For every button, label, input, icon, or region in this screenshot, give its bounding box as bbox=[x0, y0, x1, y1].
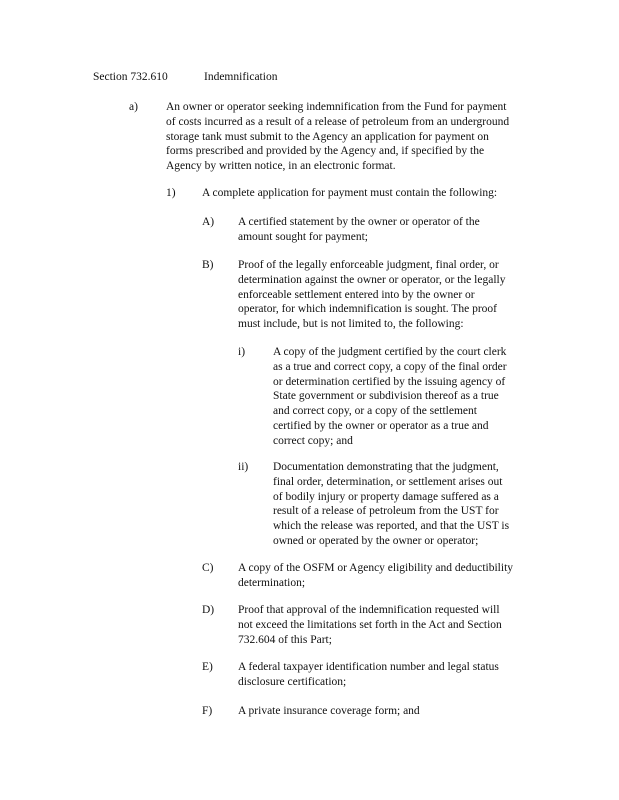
text-line: of bodily injury or property damage suffered as a bbox=[273, 490, 499, 503]
item-ii-label: ii) bbox=[238, 461, 249, 473]
item-E-label: E) bbox=[202, 661, 213, 673]
text-line: as a true and correct copy, a copy of the final order bbox=[273, 360, 507, 373]
text-line: Proof of the legally enforceable judgment, final order, or bbox=[238, 259, 499, 271]
text-line: Documentation demonstrating that the judgment, bbox=[273, 461, 499, 473]
text-line: State government or subdivision thereof as a true bbox=[273, 390, 499, 403]
item-i-label: i) bbox=[238, 346, 246, 358]
text-line: not exceed the limitations set forth in the Act and Section bbox=[238, 618, 502, 631]
text-line: Agency by written notice, in an electronic format. bbox=[166, 160, 396, 173]
item-B-label: B) bbox=[202, 259, 214, 271]
subsection-a-text bbox=[166, 100, 509, 174]
text-line: A private insurance coverage form; and bbox=[238, 705, 420, 717]
text-line: A complete application for payment must contain the following: bbox=[202, 187, 498, 199]
text-line: correct copy; and bbox=[273, 434, 353, 447]
item-A-label: A) bbox=[202, 216, 215, 228]
text-line: which the release was reported, and that the UST is bbox=[273, 520, 510, 533]
item-1-text bbox=[202, 186, 497, 201]
item-ii-text bbox=[273, 460, 509, 549]
text-line: certified by the owner or operator as a true and bbox=[273, 419, 489, 432]
item-C-label: C) bbox=[202, 562, 214, 574]
item-C-text bbox=[238, 561, 513, 591]
text-line: storage tank must submit to the Agency an application for payment on bbox=[166, 130, 489, 143]
item-1-label: 1) bbox=[166, 187, 176, 199]
text-line: operator, for which indemnification is sought. The proof bbox=[238, 303, 497, 316]
text-line: enforceable settlement entered into by the owner or bbox=[238, 288, 475, 301]
text-line: or determination certified by the issuing agency of bbox=[273, 375, 506, 388]
text-line: must include, but is not limited to, the following: bbox=[238, 318, 464, 331]
text-line: disclosure certification; bbox=[238, 675, 347, 688]
item-D-label: D) bbox=[202, 604, 215, 616]
section-title: Indemnification bbox=[204, 71, 278, 83]
text-line: An owner or operator seeking indemnification from the Fund for payment bbox=[166, 101, 507, 113]
text-line: and correct copy, or a copy of the settlement bbox=[273, 405, 477, 418]
text-line: A federal taxpayer identification number and legal status bbox=[238, 661, 499, 673]
text-line: determination against the owner or operator, or the legally bbox=[238, 273, 506, 286]
section-number: Section 732.610 bbox=[93, 71, 168, 83]
item-F-label: F) bbox=[202, 705, 213, 717]
text-line: owned or operated by the owner or operator; bbox=[273, 534, 479, 547]
item-A-text bbox=[238, 215, 480, 245]
text-line: result of a release of petroleum from the UST for bbox=[273, 505, 499, 518]
text-line: A copy of the judgment certified by the court clerk bbox=[273, 346, 507, 358]
text-line: of costs incurred as a result of a release of petroleum from an underground bbox=[166, 115, 510, 128]
text-line: Proof that approval of the indemnification requested will bbox=[238, 604, 500, 616]
text-line: forms prescribed and provided by the Agency and, if specified by the bbox=[166, 145, 485, 158]
item-D-text bbox=[238, 603, 502, 647]
item-F-text bbox=[238, 704, 420, 719]
text-line: A certified statement by the owner or operator of the bbox=[238, 216, 480, 228]
item-B-text bbox=[238, 258, 505, 332]
subsection-a-label: a) bbox=[129, 101, 138, 113]
text-line: 732.604 of this Part; bbox=[238, 633, 332, 646]
text-line: A copy of the OSFM or Agency eligibility and deductibility bbox=[238, 562, 514, 574]
text-line: determination; bbox=[238, 576, 306, 589]
text-line: amount sought for payment; bbox=[238, 230, 368, 243]
item-i-text bbox=[273, 345, 507, 449]
text-line: final order, determination, or settlement arises out bbox=[273, 475, 503, 488]
item-E-text bbox=[238, 660, 499, 690]
